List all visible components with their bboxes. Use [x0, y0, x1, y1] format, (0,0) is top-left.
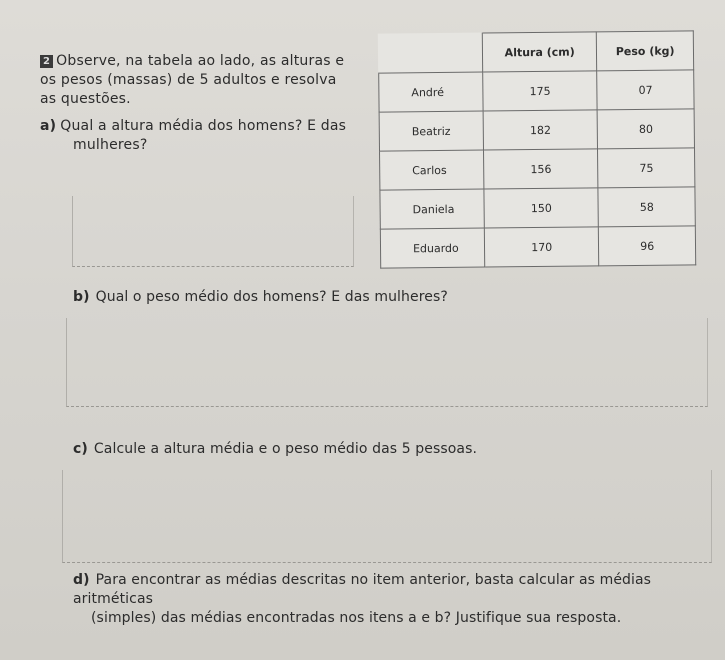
row-height: 182	[483, 110, 598, 150]
question-d-text-cont: (simples) das médias encontradas nos itens a e b? Justifique sua resposta.	[91, 610, 622, 626]
row-name: Daniela	[380, 189, 484, 229]
table-row	[380, 187, 695, 229]
table-row	[380, 148, 695, 190]
question-c-text: Calcule a altura média e o peso médio das 5 pessoas.	[93, 441, 478, 457]
question-d	[73, 571, 713, 628]
question-c-label: c)	[73, 441, 88, 457]
answer-area-b[interactable]	[66, 318, 708, 407]
column-header-weight: Peso (kg)	[597, 31, 694, 71]
answer-area-a[interactable]	[72, 196, 354, 267]
row-weight: 58	[598, 187, 695, 227]
question-a	[40, 117, 352, 155]
row-weight: 80	[597, 109, 694, 149]
row-height: 175	[483, 71, 598, 111]
question-a-label: a)	[40, 118, 57, 134]
question-d-text: Para encontrar as médias descritas no item anterior, basta calcular as médias aritméticas	[73, 572, 652, 607]
row-weight: 75	[598, 148, 695, 188]
question-b-label: b)	[73, 289, 90, 305]
question-b	[73, 288, 448, 306]
column-header-height: Altura (cm)	[482, 32, 597, 72]
table-corner	[378, 33, 482, 73]
question-d-label: d)	[73, 572, 90, 588]
question-b-text: Qual o peso médio dos homens? E das mulheres?	[95, 289, 448, 305]
row-name: Beatriz	[379, 111, 483, 151]
table-row	[380, 226, 695, 268]
intro-text: Observe, na tabela ao lado, as alturas e os pesos (massas) de 5 adultos e resolva as questões.	[40, 53, 345, 107]
table-row	[379, 70, 694, 112]
question-a-text: Qual a altura média dos homens? E das	[60, 118, 347, 134]
answer-area-c[interactable]	[62, 470, 712, 563]
data-table	[378, 30, 696, 268]
table-row	[379, 109, 694, 151]
row-weight: 96	[599, 226, 696, 266]
exercise-number: 2	[40, 55, 53, 68]
question-a-text-cont: mulheres?	[73, 137, 148, 153]
row-name: Eduardo	[380, 228, 484, 268]
row-name: Carlos	[380, 150, 484, 190]
exercise-intro	[40, 52, 352, 109]
row-name: André	[379, 72, 483, 112]
table-header-row	[378, 31, 693, 73]
row-weight: 07	[597, 70, 694, 110]
row-height: 170	[484, 227, 599, 267]
row-height: 156	[484, 149, 599, 189]
row-height: 150	[484, 188, 599, 228]
question-c	[73, 440, 477, 458]
